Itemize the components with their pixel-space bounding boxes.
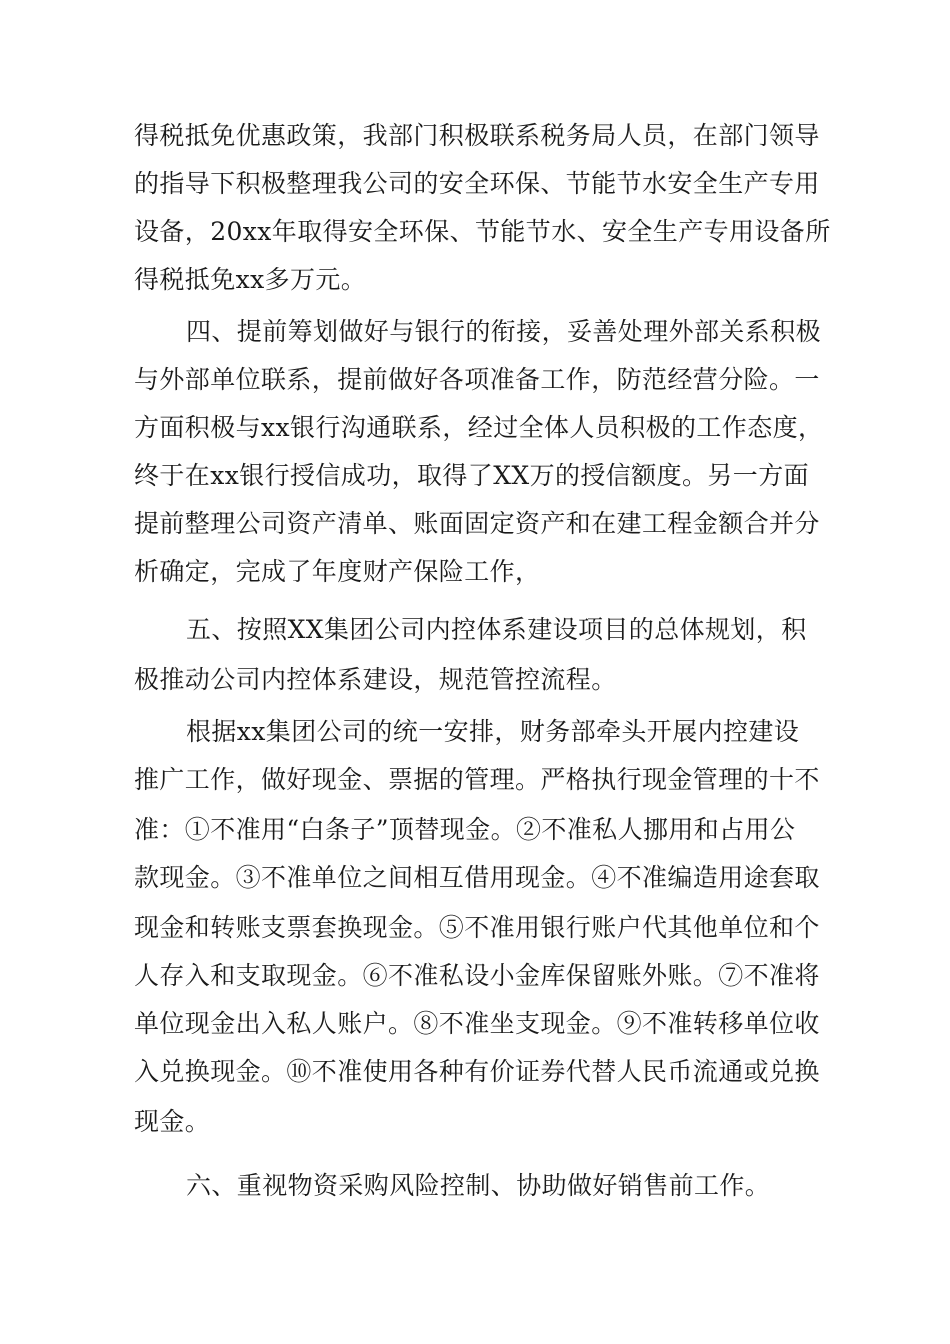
text-line: 与外部单位联系，提前做好各项准备工作，防范经营分险。一 <box>134 365 820 394</box>
text-line: 款现金。③不准单位之间相互借用现金。④不准编造用途套取 <box>134 863 820 892</box>
text-line: 提前整理公司资产清单、账面固定资产和在建工程金额合并分 <box>134 509 820 538</box>
paragraph-heading: 五、按照XX集团公司内控体系建设项目的总体规划，积 <box>186 615 807 644</box>
text-line: 析确定，完成了年度财产保险工作， <box>134 557 541 586</box>
text-line: 人存入和支取现金。⑥不准私设小金库保留账外账。⑦不准将 <box>134 961 820 990</box>
paragraph-start: 根据xx集团公司的统一安排，财务部牵头开展内控建设 <box>186 717 800 746</box>
text-line: 方面积极与xx银行沟通联系，经过全体人员积极的工作态度， <box>134 413 824 442</box>
text-line: 推广工作，做好现金、票据的管理。严格执行现金管理的十不 <box>134 765 820 794</box>
text-line: 准：①不准用“白条子”顶替现金。②不准私人挪用和占用公 <box>134 815 796 844</box>
text-line: 现金和转账支票套换现金。⑤不准用银行账户代其他单位和个 <box>134 913 820 942</box>
paragraph-heading: 六、重视物资采购风险控制、协助做好销售前工作。 <box>186 1171 771 1200</box>
text-line: 入兑换现金。⑩不准使用各种有价证券代替人民币流通或兑换 <box>134 1057 820 1086</box>
text-line: 终于在xx银行授信成功，取得了XX万的授信额度。另一方面 <box>134 461 809 490</box>
paragraph-heading: 四、提前筹划做好与银行的衔接，妥善处理外部关系积极 <box>186 317 822 346</box>
text-line: 单位现金出入私人账户。⑧不准坐支现金。⑨不准转移单位收 <box>134 1009 820 1038</box>
text-line: 得税抵免优惠政策，我部门积极联系税务局人员，在部门领导 <box>134 121 820 150</box>
text-line: 得税抵免xx多万元。 <box>134 265 367 294</box>
text-line: 的指导下积极整理我公司的安全环保、节能节水安全生产专用 <box>134 169 820 198</box>
text-line: 现金。 <box>134 1107 211 1136</box>
text-line: 设备，20xx年取得安全环保、节能节水、安全生产专用设备所 <box>134 217 831 246</box>
text-line: 极推动公司内控体系建设，规范管控流程。 <box>134 665 617 694</box>
